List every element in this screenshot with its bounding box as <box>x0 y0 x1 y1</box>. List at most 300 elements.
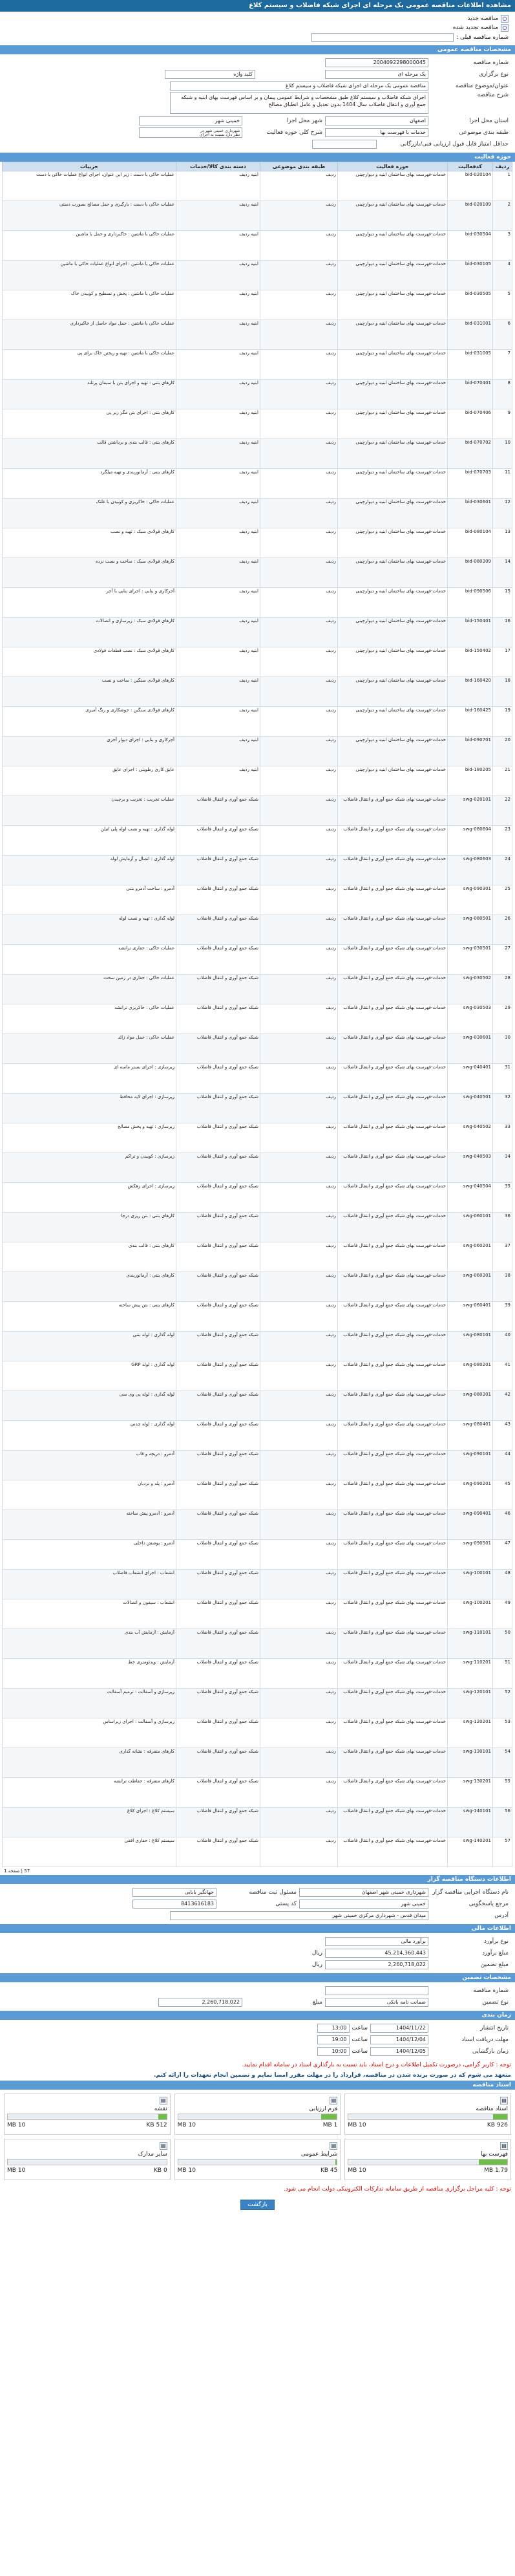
table-cell: ردیف <box>260 1361 338 1391</box>
ref-label: مرجع پاسخگویی <box>468 1901 509 1907</box>
table-cell: کارهای متفرقه : نشانه گذاری <box>3 1748 176 1778</box>
table-cell: 35 <box>493 1183 512 1213</box>
table-row <box>3 320 512 350</box>
doc-name: فهرست بها <box>480 2151 508 2158</box>
dates-section: زمان بندی <box>0 2011 515 2020</box>
table-row <box>3 261 512 290</box>
table-cell: زیرسازی : کوبیدن و تراکم <box>3 1153 176 1183</box>
table-cell: bid-070406 <box>448 409 493 439</box>
table-cell: ردیف <box>260 499 338 528</box>
table-cell: خدمات-فهرست بهای شبکه جمع آوری و انتقال فاضلاب <box>338 856 448 885</box>
renewed-tender-label: مناقصه تجدید شده <box>452 25 498 31</box>
table-cell: 12 <box>493 499 512 528</box>
table-cell: خدمات-فهرست بهای شبکه جمع آوری و انتقال فاضلاب <box>338 1421 448 1451</box>
table-cell: swg-060301 <box>448 1272 493 1302</box>
table-row <box>3 856 512 885</box>
table-row <box>3 618 512 647</box>
table-cell: شبکه جمع آوری و انتقال فاضلاب <box>176 826 260 856</box>
table-row <box>3 1213 512 1242</box>
table-cell: ابنیه ردیف <box>176 350 260 380</box>
keyword-field[interactable]: کلید واژه <box>165 70 255 79</box>
table-cell: عایق کاری رطوبتی : اجرای عایق <box>3 766 176 796</box>
table-cell: swg-140101 <box>448 1808 493 1837</box>
table-cell: ردیف <box>260 945 338 975</box>
table-cell: شبکه جمع آوری و انتقال فاضلاب <box>176 1570 260 1599</box>
table-cell: 56 <box>493 1808 512 1837</box>
table-cell: عملیات خاکی : حفاری در زمین سخت <box>3 975 176 1004</box>
table-cell: ابنیه ردیف <box>176 320 260 350</box>
estimate-amount-label: مبلغ برآورد <box>482 1950 509 1956</box>
col-header: جزییات <box>3 162 176 171</box>
table-cell: bid-030105 <box>448 261 493 290</box>
table-cell: خدمات-فهرست بهای شبکه جمع آوری و انتقال فاضلاب <box>338 1778 448 1808</box>
resp-label: مسئول ثبت مناقصه <box>249 1889 297 1896</box>
table-cell: خدمات-فهرست بهای ساختمان ابنیه و دیوارچینی <box>338 409 448 439</box>
table-row <box>3 915 512 945</box>
table-cell: شبکه جمع آوری و انتقال فاضلاب <box>176 1153 260 1183</box>
postal-label: کد پستی <box>275 1901 297 1907</box>
table-cell: خدمات-فهرست بهای شبکه جمع آوری و انتقال فاضلاب <box>338 1837 448 1867</box>
table-cell: 42 <box>493 1391 512 1421</box>
table-cell: bid-090701 <box>448 737 493 766</box>
table-cell: شبکه جمع آوری و انتقال فاضلاب <box>176 1689 260 1718</box>
table-cell: ردیف <box>260 1004 338 1034</box>
doc-size-bar <box>7 2114 167 2120</box>
previous-number-input[interactable] <box>311 33 454 42</box>
table-cell: خدمات-فهرست بهای ساختمان ابنیه و دیوارچینی <box>338 380 448 409</box>
table-cell: کارهای بتنی : قالب بندی و برداشتن قالب <box>3 439 176 469</box>
table-row <box>3 350 512 380</box>
table-cell: bid-020109 <box>448 201 493 231</box>
table-cell: swg-100101 <box>448 1570 493 1599</box>
table-cell: swg-120201 <box>448 1718 493 1748</box>
table-cell: bid-160425 <box>448 707 493 737</box>
table-row <box>3 707 512 737</box>
scope-label: شرح کلی حوزه فعالیت <box>266 129 322 136</box>
table-cell: شبکه جمع آوری و انتقال فاضلاب <box>176 1302 260 1332</box>
table-cell: شبکه جمع آوری و انتقال فاضلاب <box>176 1034 260 1064</box>
table-cell: ردیف <box>260 856 338 885</box>
table-cell: 29 <box>493 1004 512 1034</box>
table-row <box>3 201 512 231</box>
table-cell: خدمات-فهرست بهای ساختمان ابنیه و دیوارچینی <box>338 588 448 618</box>
table-cell: 44 <box>493 1451 512 1480</box>
table-cell: swg-080101 <box>448 1332 493 1361</box>
table-cell: 31 <box>493 1064 512 1094</box>
table-cell: ردیف <box>260 1451 338 1480</box>
table-row <box>3 1570 512 1599</box>
table-cell: آدمرو : آدمرو پیش ساخته <box>3 1510 176 1540</box>
table-cell: خدمات-فهرست بهای شبکه جمع آوری و انتقال فاضلاب <box>338 1808 448 1837</box>
doc-size-bar <box>348 2114 508 2120</box>
table-cell: ردیف <box>260 885 338 915</box>
table-row <box>3 1540 512 1570</box>
table-cell: آدمرو : پوشش داخلی <box>3 1540 176 1570</box>
table-cell: زیرسازی و آسفالت : ترمیم آسفالت <box>3 1689 176 1718</box>
table-cell: عملیات خاکی : خاکریزی و کوبیدن با غلتک <box>3 499 176 528</box>
table-cell: bid-070702 <box>448 439 493 469</box>
table-cell: شبکه جمع آوری و انتقال فاضلاب <box>176 1361 260 1391</box>
doc-size: 926 KB <box>487 2122 508 2128</box>
doc-limit: 10 MB <box>177 2122 196 2128</box>
table-cell: شبکه جمع آوری و انتقال فاضلاب <box>176 1421 260 1451</box>
table-cell: کارهای فولادی سبک : ساخت و نصب نرده <box>3 558 176 588</box>
new-tender-label: مناقصه جدید <box>467 16 498 22</box>
table-cell: swg-100201 <box>448 1599 493 1629</box>
table-row <box>3 1808 512 1837</box>
table-cell: شبکه جمع آوری و انتقال فاضلاب <box>176 796 260 826</box>
table-cell: خدمات-فهرست بهای شبکه جمع آوری و انتقال فاضلاب <box>338 1123 448 1153</box>
scope-line-1: شهرداری خمینی شهر در <box>200 129 240 133</box>
table-cell: شبکه جمع آوری و انتقال فاضلاب <box>176 1213 260 1242</box>
deposit-amount-field: 2,260,718,022 <box>158 1998 242 2007</box>
table-row <box>3 588 512 618</box>
table-cell: عملیات خاکی با دست : بارگیری و حمل مصالح بصورت دستی <box>3 201 176 231</box>
col-header: طبقه بندی موضوعی <box>260 162 338 171</box>
table-cell: آدمرو : دریچه و قاب <box>3 1451 176 1480</box>
table-cell: لوله گذاری : تهیه و نصب لوله پلی اتیلن <box>3 826 176 856</box>
table-row <box>3 766 512 796</box>
ref-field: خمینی شهر <box>299 1900 428 1909</box>
table-cell: خدمات-فهرست بهای ساختمان ابنیه و دیوارچینی <box>338 618 448 647</box>
table-cell: swg-090501 <box>448 1540 493 1570</box>
table-cell: ردیف <box>260 1778 338 1808</box>
table-row <box>3 796 512 826</box>
table-cell: خدمات-فهرست بهای شبکه جمع آوری و انتقال فاضلاب <box>338 1302 448 1332</box>
table-cell: خدمات-فهرست بهای ساختمان ابنیه و دیوارچینی <box>338 171 448 201</box>
table-cell: شبکه جمع آوری و انتقال فاضلاب <box>176 1332 260 1361</box>
table-cell: 3 <box>493 231 512 261</box>
table-cell: ردیف <box>260 647 338 677</box>
document-icon: ▤ <box>330 2142 337 2150</box>
table-cell: 38 <box>493 1272 512 1302</box>
table-row <box>3 1451 512 1480</box>
read-time-label: ساعت <box>352 2037 368 2043</box>
table-cell: ردیف <box>260 1480 338 1510</box>
doc-name: نقشه <box>154 2106 167 2112</box>
table-row <box>3 499 512 528</box>
docs-section: اسناد مناقصه <box>0 2081 515 2090</box>
table-cell: ردیف <box>260 1213 338 1242</box>
table-cell: swg-060101 <box>448 1213 493 1242</box>
table-cell: خدمات-فهرست بهای شبکه جمع آوری و انتقال فاضلاب <box>338 1689 448 1718</box>
new-tender-radio[interactable]: ○ <box>501 15 509 23</box>
table-cell: 14 <box>493 558 512 588</box>
table-cell: bid-150402 <box>448 647 493 677</box>
table-cell: swg-080301 <box>448 1391 493 1421</box>
table-cell: ابنیه ردیف <box>176 380 260 409</box>
read-time: 19:00 <box>317 2035 350 2044</box>
table-cell: عملیات تخریب : تخریب و برچیدن <box>3 796 176 826</box>
table-cell: خدمات-فهرست بهای ساختمان ابنیه و دیوارچینی <box>338 558 448 588</box>
table-cell: 34 <box>493 1153 512 1183</box>
table-cell: خدمات-فهرست بهای شبکه جمع آوری و انتقال فاضلاب <box>338 1094 448 1123</box>
table-cell: شبکه جمع آوری و انتقال فاضلاب <box>176 1123 260 1153</box>
table-cell: ابنیه ردیف <box>176 469 260 499</box>
table-cell: bid-030601 <box>448 499 493 528</box>
table-cell: 52 <box>493 1689 512 1718</box>
table-cell: شبکه جمع آوری و انتقال فاضلاب <box>176 1629 260 1659</box>
table-cell: ردیف <box>260 1837 338 1867</box>
tender-title-field: مناقصه عمومی یک مرحله ای اجرای شبکه فاضلاب و سیستم کلاغ <box>170 81 428 91</box>
table-cell: swg-140201 <box>448 1837 493 1867</box>
scope-line-2: نظر دارد نسبت به اجرای <box>199 133 240 137</box>
table-cell: ردیف <box>260 1659 338 1689</box>
doc-card[interactable] <box>174 2139 341 2180</box>
table-cell: 2 <box>493 201 512 231</box>
table-cell: ردیف <box>260 737 338 766</box>
table-cell: لوله گذاری : لوله بتنی <box>3 1332 176 1361</box>
doc-name: فرم ارزیابی <box>309 2106 338 2112</box>
table-cell: ردیف <box>260 677 338 707</box>
table-cell: bid-070703 <box>448 469 493 499</box>
table-cell: ردیف <box>260 380 338 409</box>
table-cell: ابنیه ردیف <box>176 707 260 737</box>
deposit-type-label: نوع تضمین <box>482 1999 509 2006</box>
table-cell: ردیف <box>260 1510 338 1540</box>
doc-size-bar <box>7 2159 167 2165</box>
table-cell: کارهای فولادی سنگین : جوشکاری و رنگ آمیزی <box>3 707 176 737</box>
table-cell: ردیف <box>260 171 338 201</box>
renewed-tender-radio[interactable]: ○ <box>501 24 509 32</box>
deposit-number-field <box>325 1986 428 1995</box>
table-cell: ردیف <box>260 558 338 588</box>
doc-limit: 10 MB <box>7 2167 26 2174</box>
table-cell: خدمات-فهرست بهای شبکه جمع آوری و انتقال فاضلاب <box>338 1629 448 1659</box>
doc-size-fill <box>335 2159 337 2165</box>
table-cell: ابنیه ردیف <box>176 409 260 439</box>
doc-size-bar <box>178 2159 338 2165</box>
table-cell: خدمات-فهرست بهای ساختمان ابنیه و دیوارچینی <box>338 469 448 499</box>
city-label: شهر محل اجرا <box>286 118 322 124</box>
table-cell: 15 <box>493 588 512 618</box>
table-cell: آجرکاری و بنایی : اجرای دیوار آجری <box>3 737 176 766</box>
doc-card[interactable] <box>344 2094 511 2135</box>
doc-card[interactable] <box>4 2139 171 2180</box>
table-cell: عملیات خاکی با ماشین : پخش و تسطیح و کوبیدن خاک <box>3 290 176 320</box>
table-cell: شبکه جمع آوری و انتقال فاضلاب <box>176 1718 260 1748</box>
org-name-label: نام دستگاه اجرایی مناقصه گزار <box>432 1889 509 1896</box>
table-cell: خدمات-فهرست بهای شبکه جمع آوری و انتقال فاضلاب <box>338 1540 448 1570</box>
doc-card[interactable] <box>4 2094 171 2135</box>
table-cell: خدمات-فهرست بهای شبکه جمع آوری و انتقال فاضلاب <box>338 885 448 915</box>
table-cell: خدمات-فهرست بهای شبکه جمع آوری و انتقال فاضلاب <box>338 975 448 1004</box>
table-cell: swg-130201 <box>448 1778 493 1808</box>
table-cell: 7 <box>493 350 512 380</box>
table-cell: swg-130101 <box>448 1748 493 1778</box>
table-cell: شبکه جمع آوری و انتقال فاضلاب <box>176 1391 260 1421</box>
doc-card[interactable] <box>344 2139 511 2180</box>
table-cell: خدمات-فهرست بهای شبکه جمع آوری و انتقال فاضلاب <box>338 1004 448 1034</box>
postal-field: 8413616183 <box>132 1900 216 1909</box>
table-cell: 47 <box>493 1540 512 1570</box>
table-cell: ردیف <box>260 469 338 499</box>
table-cell: 10 <box>493 439 512 469</box>
province-label: استان محل اجرا <box>469 118 509 124</box>
document-icon: ▤ <box>500 2097 508 2105</box>
eval-label: حداقل امتیاز قابل قبول ارزیابی فنی/بازرگانی <box>400 141 509 147</box>
table-cell: خدمات-فهرست بهای شبکه جمع آوری و انتقال فاضلاب <box>338 796 448 826</box>
table-cell: ابنیه ردیف <box>176 528 260 558</box>
table-cell: ردیف <box>260 201 338 231</box>
table-row <box>3 1659 512 1689</box>
table-cell: شبکه جمع آوری و انتقال فاضلاب <box>176 1183 260 1213</box>
table-cell: 22 <box>493 796 512 826</box>
deposit-section: مشخصات تضمین <box>0 1973 515 1982</box>
city-select[interactable]: خمینی شهر <box>139 116 242 125</box>
doc-size-bar <box>178 2114 338 2120</box>
doc-size: 1.79 MB <box>484 2167 508 2174</box>
table-cell: 50 <box>493 1629 512 1659</box>
table-cell: ردیف <box>260 1718 338 1748</box>
table-cell: 46 <box>493 1510 512 1540</box>
table-cell: ابنیه ردیف <box>176 647 260 677</box>
table-cell: زیرسازی : اجرای بستر ماسه ای <box>3 1064 176 1094</box>
table-cell: خدمات-فهرست بهای شبکه جمع آوری و انتقال فاضلاب <box>338 1480 448 1510</box>
table-cell: عملیات خاکی : خاکریزی ترانشه <box>3 1004 176 1034</box>
doc-size: 1 MB <box>322 2122 338 2128</box>
table-cell: swg-020101 <box>448 796 493 826</box>
table-cell: 32 <box>493 1094 512 1123</box>
table-cell: شبکه جمع آوری و انتقال فاضلاب <box>176 1748 260 1778</box>
table-cell: ابنیه ردیف <box>176 499 260 528</box>
table-cell: خدمات-فهرست بهای شبکه جمع آوری و انتقال فاضلاب <box>338 1659 448 1689</box>
table-cell: ابنیه ردیف <box>176 231 260 261</box>
table-cell: ابنیه ردیف <box>176 618 260 647</box>
table-cell: swg-110201 <box>448 1659 493 1689</box>
table-cell: ردیف <box>260 1272 338 1302</box>
table-cell: ردیف <box>260 528 338 558</box>
table-cell: 20 <box>493 737 512 766</box>
table-cell: کارهای فولادی سبک : نصب قطعات فولادی <box>3 647 176 677</box>
table-cell: خدمات-فهرست بهای ساختمان ابنیه و دیوارچینی <box>338 350 448 380</box>
table-cell: bid-150401 <box>448 618 493 647</box>
table-cell: شبکه جمع آوری و انتقال فاضلاب <box>176 1808 260 1837</box>
table-row <box>3 677 512 707</box>
table-row <box>3 1183 512 1213</box>
table-cell: ردیف <box>260 1689 338 1718</box>
table-cell: ابنیه ردیف <box>176 261 260 290</box>
table-cell: خدمات-فهرست بهای ساختمان ابنیه و دیوارچینی <box>338 439 448 469</box>
doc-size-fill <box>321 2114 337 2119</box>
table-row <box>3 1748 512 1778</box>
table-row <box>3 1718 512 1748</box>
table-cell: خدمات-فهرست بهای شبکه جمع آوری و انتقال فاضلاب <box>338 1391 448 1421</box>
org-section: اطلاعات دستگاه مناقصه گزار <box>0 1875 515 1884</box>
open-label: زمان بازگشایی <box>472 2048 509 2055</box>
col-header: ردیف <box>493 162 512 171</box>
table-cell: خدمات-فهرست بهای ساختمان ابنیه و دیوارچینی <box>338 290 448 320</box>
table-cell: خدمات-فهرست بهای شبکه جمع آوری و انتقال فاضلاب <box>338 1242 448 1272</box>
table-row <box>3 1391 512 1421</box>
table-cell: عملیات خاکی با ماشین : خاکبرداری و حمل با ماشین <box>3 231 176 261</box>
category-select[interactable]: خدمات با فهرست بها <box>325 128 428 137</box>
back-button[interactable]: بازگشت <box>240 2200 275 2210</box>
table-row <box>3 1480 512 1510</box>
table-cell: bid-080104 <box>448 528 493 558</box>
table-cell: bid-030504 <box>448 231 493 261</box>
table-cell: کارهای فولادی سنگین : ساخت و نصب <box>3 677 176 707</box>
table-cell: ردیف <box>260 1748 338 1778</box>
table-cell: عملیات خاکی با دست : زیر این عنوان، اجرای انواع عملیات خاکی با دست <box>3 171 176 201</box>
table-cell: swg-030503 <box>448 1004 493 1034</box>
table-cell: 8 <box>493 380 512 409</box>
desc-label: شرح مناقصه <box>477 92 509 98</box>
table-cell: شبکه جمع آوری و انتقال فاضلاب <box>176 1004 260 1034</box>
table-cell: شبکه جمع آوری و انتقال فاضلاب <box>176 1242 260 1272</box>
doc-size-fill <box>479 2159 507 2165</box>
table-row <box>3 975 512 1004</box>
table-cell: خدمات-فهرست بهای شبکه جمع آوری و انتقال فاضلاب <box>338 915 448 945</box>
warning-1: توجه : کاربر گرامی، درصورت تکمیل اطلاعات و درج اسناد، باید نسبت به بارگذاری اسناد در سامانه اقدام نمایید. <box>242 2062 511 2068</box>
table-row <box>3 1272 512 1302</box>
doc-card[interactable] <box>174 2094 341 2135</box>
table-row <box>3 469 512 499</box>
table-row <box>3 409 512 439</box>
table-cell: لوله گذاری : لوله چدنی <box>3 1421 176 1451</box>
table-cell: کارهای بتنی : بتن ریزی درجا <box>3 1213 176 1242</box>
table-cell: ردیف <box>260 1391 338 1421</box>
table-cell: خدمات-فهرست بهای شبکه جمع آوری و انتقال فاضلاب <box>338 1570 448 1599</box>
tender-type-field[interactable]: یک مرحله ای <box>325 70 428 79</box>
table-row <box>3 945 512 975</box>
table-cell: زیرسازی : اجرای زهکش <box>3 1183 176 1213</box>
deposit-type-field: ضمانت نامه بانکی <box>325 1998 428 2007</box>
province-select[interactable]: اصفهان <box>325 116 428 125</box>
table-cell: خدمات-فهرست بهای ساختمان ابنیه و دیوارچینی <box>338 201 448 231</box>
table-cell: bid-160420 <box>448 677 493 707</box>
table-cell: swg-030502 <box>448 975 493 1004</box>
table-cell: خدمات-فهرست بهای ساختمان ابنیه و دیوارچینی <box>338 707 448 737</box>
table-cell: ردیف <box>260 975 338 1004</box>
table-cell: ردیف <box>260 1629 338 1659</box>
activity-pager[interactable]: 57 | صفحه 1 <box>4 1868 30 1874</box>
doc-size: 0 KB <box>153 2167 167 2174</box>
table-cell: خدمات-فهرست بهای شبکه جمع آوری و انتقال فاضلاب <box>338 1748 448 1778</box>
doc-size: 512 KB <box>146 2122 167 2128</box>
tender-description-field: اجرای شبکه فاضلاب و سیستم کلاغ طبق مشخصات و شرایط عمومی پیمان و بر اساس فهرست بهای ابنیه و شبکه جمع آوری و انتقال فاضلاب سال 1404 بدون تعدیل و عامل انطباق مصالح <box>170 92 428 114</box>
table-cell: انشعاب : اجرای انشعاب فاضلاب <box>3 1570 176 1599</box>
table-cell: عملیات خاکی با ماشین : تهیه و ریختن خاک برای پی <box>3 350 176 380</box>
table-cell: زیرسازی و آسفالت : اجرای زیراساس <box>3 1718 176 1748</box>
table-row <box>3 290 512 320</box>
activity-table <box>2 162 512 1867</box>
table-cell: شبکه جمع آوری و انتقال فاضلاب <box>176 1064 260 1094</box>
table-cell: شبکه جمع آوری و انتقال فاضلاب <box>176 1094 260 1123</box>
tender-number-field: 2004092298000045 <box>325 58 428 67</box>
table-cell: ردیف <box>260 1599 338 1629</box>
table-cell: swg-080604 <box>448 826 493 856</box>
table-row <box>3 1689 512 1718</box>
general-section: مشخصات مناقصه عمومی <box>0 45 515 54</box>
table-cell: 4 <box>493 261 512 290</box>
commitment-text: متعهد می شوم که در صورت برنده شدن در مناقصه، قرارداد را در مهلت مقرر امضا نمایم و تضمین انجام تعهدات را ارائه کنم. <box>154 2072 511 2079</box>
table-row <box>3 1629 512 1659</box>
table-cell: swg-090101 <box>448 1451 493 1480</box>
table-cell: ابنیه ردیف <box>176 766 260 796</box>
table-cell: 53 <box>493 1718 512 1748</box>
table-cell: ردیف <box>260 1034 338 1064</box>
table-cell: ردیف <box>260 1540 338 1570</box>
table-cell: آجرکاری و بنایی : اجرای بنایی با آجر <box>3 588 176 618</box>
table-cell: ردیف <box>260 826 338 856</box>
document-icon: ▤ <box>500 2142 508 2150</box>
table-cell: ردیف <box>260 1421 338 1451</box>
table-cell: swg-060401 <box>448 1302 493 1332</box>
table-cell: ردیف <box>260 439 338 469</box>
table-cell: 45 <box>493 1480 512 1510</box>
table-cell: خدمات-فهرست بهای ساختمان ابنیه و دیوارچینی <box>338 261 448 290</box>
